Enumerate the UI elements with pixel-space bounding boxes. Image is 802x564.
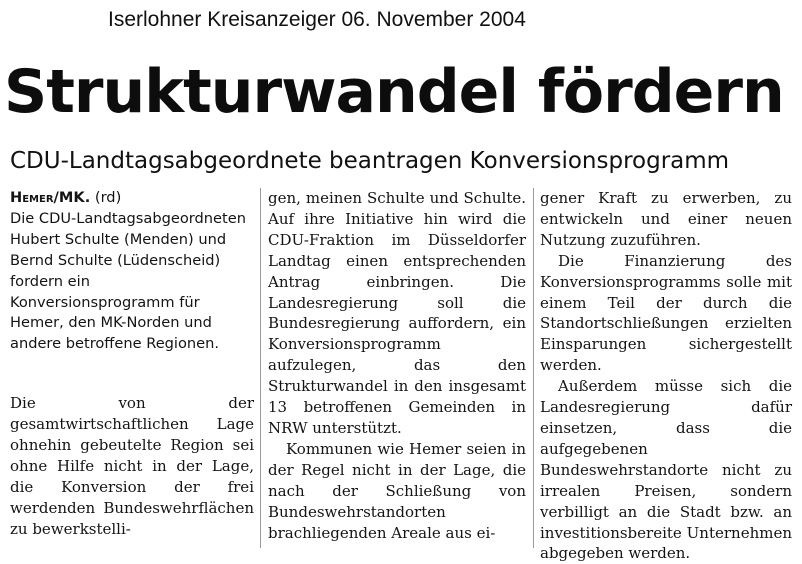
column-divider [533, 188, 534, 548]
article-column-3 [540, 188, 792, 564]
article-paragraph-3: Die Finanzierung des Konversionsprogramms solle mit einem Teil der durch die Standortschließungen erzielten Einsparungen sichergestellt werden. [540, 251, 792, 375]
author-tag: (rd) [90, 189, 122, 206]
intro-text: Die CDU-Landtagsabgeordneten Hubert Schulte (Menden) und Bernd Schulte (Lüdenscheid) fordern ein Konversionsprogramm für Hemer, den MK-Norden und andere betroffene Regionen. [10, 209, 246, 353]
article-column-2 [268, 188, 526, 543]
article-paragraph-1-cont: gen, meinen Schulte und Schulte. Auf ihre Initiative hin wird die CDU-Fraktion im Düsseldorfer Landtag einen entsprechenden Antrag einbringen. Die Landesregierung soll die Bundesregierung auffordern, ein Konversionsprogramm aufzulegen, das den Strukturwandel in den insgesamt 13 betroffenen Gemeinden in NRW unterstützt. [268, 189, 526, 437]
article-paragraph-4: Außerdem müsse sich die Landesregierung dafür einsetzen, dass die aufgegebenen Bundeswehrstandorte nicht zu irrealen Preisen, sondern verbilligt an die Stadt bzw. an investitionsbereite Unternehmen abgegeben werden. [540, 377, 792, 563]
article-paragraph-1-start: Die von der gesamtwirtschaftlichen Lage ohnehin gebeutelte Region sei ohne Hilfe nicht in der Lage, die Konversion der frei werdenden Bundeswehrflächen zu bewerkstelli- [10, 394, 254, 538]
article-intro [10, 188, 254, 355]
subheadline: CDU-Landtagsabgeordnete beantragen Konversionsprogramm [10, 148, 730, 174]
article-column-1 [10, 188, 254, 540]
dateline: Hemer/MK. [10, 189, 91, 206]
article-paragraph-2-start: Kommunen wie Hemer seien in der Regel nicht in der Lage, die nach der Schließung von Bundeswehrstandorten brachliegenden Areale aus ei- [268, 439, 526, 542]
article-paragraph-2-cont: gener Kraft zu erwerben, zu entwickeln und einer neuen Nutzung zuzuführen. [540, 189, 792, 249]
column-divider [260, 188, 261, 548]
headline: Strukturwandel fördern [4, 57, 784, 127]
source-line: Iserlohner Kreisanzeiger 06. November 2004 [108, 8, 526, 31]
